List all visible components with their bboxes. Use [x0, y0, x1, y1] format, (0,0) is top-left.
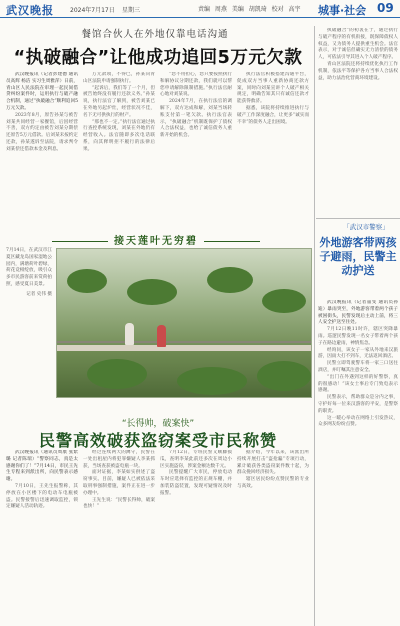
photo-credit: 记者 史伟 摄 — [26, 291, 52, 297]
lotus-leaf — [67, 269, 107, 293]
story1-paragraph: 据悉，该院将持续推进执行与破产工作深度融合，让更多“诚实而不幸”的债务人走出困境。 — [237, 105, 309, 125]
title-rule — [204, 241, 260, 242]
story2-paragraph: 7月12日，专班民警又顺藤摸瓜，查明李某此前还多次在周边小区实施盗窃，涉案金额达数千元。 — [160, 450, 232, 469]
boardwalk-railing — [57, 341, 312, 343]
right-story-paragraph: “出门在外遇到这样的好警察，真的很感动！”该女士事后专门致电表示感谢。 — [318, 374, 398, 394]
right-story-kicker: 「武汉市警察」 — [343, 223, 389, 231]
story2-column-1 — [6, 450, 78, 622]
story2-column-2 — [83, 450, 155, 622]
boardwalk — [57, 345, 312, 351]
visitor-figure — [157, 325, 166, 347]
story2-column-3 — [160, 450, 232, 622]
right-paragraph: 执破融合”的初衷在于，通过执行与破产程序的有机衔接，既保障债权人权益，又为债务人提供重生机会。法官表示，对于诚信但确实无力清偿的债务人，可依法引导其进入个人破产程序。 — [318, 28, 398, 61]
story1-column-3 — [160, 72, 232, 222]
photo-title — [6, 232, 306, 247]
right-story-column — [318, 300, 398, 622]
lotus-leaf — [87, 359, 147, 389]
story1-paragraph: “您不用担心，您只要按照执行和解协议分期还款，我们就可以帮您申请解除限制措施。”执行法官耐心地对刘某说。 — [160, 72, 232, 98]
masthead — [0, 0, 400, 18]
story1-column-4 — [237, 72, 309, 222]
story1-paragraph: 2024年7月，在执行法官的调解下，双方达成和解，刘某当场转账支付第一笔欠款。执行法官表示，“执破融合”机制既保护了债权人合法权益，也给了诚信债务人重新开始的机会。 — [160, 99, 232, 139]
visitor-figure — [125, 323, 134, 345]
story2-paragraph: 面对证据，李某如实供述了盗窃事实。目前，嫌疑人已被依法采取刑事强制措施，案件正在进一步办理中。 — [83, 470, 155, 496]
lotus-leaf — [207, 267, 253, 293]
photo-feature — [6, 232, 313, 400]
story2-paragraph: 经过连续两天的蹲守，民警在一处出租屋内将犯罪嫌疑人李某抓获，当场查获被盗电瓶一块。 — [83, 450, 155, 469]
editor-credits: 责编 周燕 美编 胡凯琦 校对 高宇 — [198, 6, 301, 13]
right-story-paragraph: 这一暖心举动在网络上引发热议，众多网友纷纷点赞。 — [318, 415, 398, 428]
photo-caption — [6, 248, 52, 398]
story1-paragraph: 武汉晚报讯（记者彭建德 通讯员高辉 杨洁 实习生周雅萍）日前，青山区人民法院在审理一起民间借贷纠纷案件时，运用执行与破产融合机制，通过“执破融合”顺利追回5万元欠款。 — [6, 72, 78, 111]
story2-paragraph: 据介绍，今年以来，该派出所持续开展打击“盗抢骗”专项行动，累计破获各类盗窃案件数十起，为群众挽回经济损失。 — [237, 450, 309, 476]
right-story-paragraph: 武汉晚报讯（记者董雯 通讯员孙迪）暴雨突至，外地游客带着两个孩子被困街头，民警发现后主动上前，将三人安全护送至住处。 — [318, 300, 398, 326]
right-top-column — [318, 28, 398, 214]
right-column-divider — [316, 218, 400, 219]
right-story-paragraph: 民警表示，帮助群众是分内之事，守护好每一位来汉游客的平安，是警察的职责。 — [318, 395, 398, 414]
issue-weekday: 星期三 — [122, 7, 141, 14]
right-story-paragraph: 7月12日晚11时许，辖区突降暴雨。巡逻民警发现一名女子带着两个孩子在路边避雨，神情焦急。 — [318, 327, 398, 346]
story2-column-4 — [237, 450, 309, 622]
story2-subhead: “长得帅，破案快” — [121, 419, 195, 429]
story2-headline: 民警高效破获盗窃案受市民称赞 — [38, 431, 277, 450]
story2-paragraph: 7月10日，王先生报警称，其停放在小区楼下的电动车电瓶被盗。民警接警后迅速调取监控，锁定嫌疑人活动轨迹。 — [6, 483, 78, 510]
story2-paragraph: 辖区居民纷纷点赞民警的专业与高效。 — [237, 477, 309, 489]
story1-headline: “执破融合”让他成功追回5万元欠款 — [13, 48, 303, 68]
story1-column-2 — [83, 72, 155, 222]
story1-paragraph: “起诉后，我们等了一个月，但被告始终没有履行还款义务。”孙某说，执行法官了解到，被告刘某已在外地另起炉灶，经营状况不佳，名下无可供执行的财产。 — [83, 85, 155, 118]
right-story-headline: 外地游客带两孩子避雨，民警主动护送 — [319, 236, 397, 277]
right-story-paragraph: 民警立即驾驶警车将一家三口送往酒店，并叮嘱其注意安全。 — [318, 361, 398, 373]
story2-paragraph: 武汉晚报讯（通讯员周康 张紫璐 记者陈瑞）“警察同志，真是太感谢你们了！”7月14日，市民王先生专程来到派出所，向民警表示感谢。 — [6, 450, 78, 483]
story2-paragraph: 王先生说：“民警长得帅，破案也快！” — [83, 497, 155, 510]
right-story-paragraph: 经询问，该女子一家从外地来汉旅游，因雨大打不到车，无法返回酒店。 — [318, 347, 398, 360]
title-rule — [52, 241, 108, 242]
issue-date: 2024年7月17日 — [70, 7, 115, 14]
story1-paragraph: 2023年8月，原告孙某与被告刘某共同经营一家餐馆，后因经营不善，双方约定由被告刘某分期偿还原告5万元借款。后刘某未按约定还款，孙某遂诉至法院，请求判令刘某偿还借款本金及利息。 — [6, 112, 78, 152]
story1-paragraph: “那也不一定。”执行法官通过执行查控系统发现，刘某在外地仍有经营收入。法官随即多次电话联系，向其释明拒不履行的法律后果。 — [83, 119, 155, 152]
section-title: 城事·社会 — [318, 4, 367, 17]
photo-caption-text: 7月14日，在武汉市江夏区藏龙岛国家湿地公园内，满塘荷叶碧绿，荷花竞相绽放，吸引众多市民游客前来赏荷拍照，感受夏日美景。 — [6, 248, 52, 287]
story1-paragraph: 执行法官积极搭建沟通平台，促成双方当事人重新协商还款方案，同时向刘某宣讲个人破产相关规定，明确告知其只有诚信还款才能获得救济。 — [237, 72, 309, 105]
story1-paragraph: 万元款项，不得已，孙某向青山区法院申请强制执行。 — [83, 72, 155, 84]
lotus-pond-photo — [56, 248, 312, 398]
paper-name: 武汉晚报 — [6, 4, 54, 17]
story1-column-1 — [6, 72, 78, 222]
story1-kicker: 餐馆合伙人在外地仅靠电话沟通 — [81, 29, 229, 40]
lotus-leaf — [127, 279, 177, 305]
lotus-leaf — [257, 361, 311, 391]
lotus-leaf — [177, 367, 247, 395]
story2-paragraph: 民警提醒广大市民，停放电动车时应选择有监控的正规车棚，并加装防盗装置，发现可疑情况及时报警。 — [160, 470, 232, 496]
right-paragraph: 青山区法院还将持续优化执行工作机制，依法平等保护各方当事人合法权益，助力法治化营商环境建设。 — [318, 61, 398, 81]
column-divider — [314, 26, 315, 626]
page-number: 09 — [377, 1, 394, 15]
photo-title-text: 接天莲叶无穷碧 — [114, 236, 198, 247]
lotus-leaf — [262, 289, 306, 313]
